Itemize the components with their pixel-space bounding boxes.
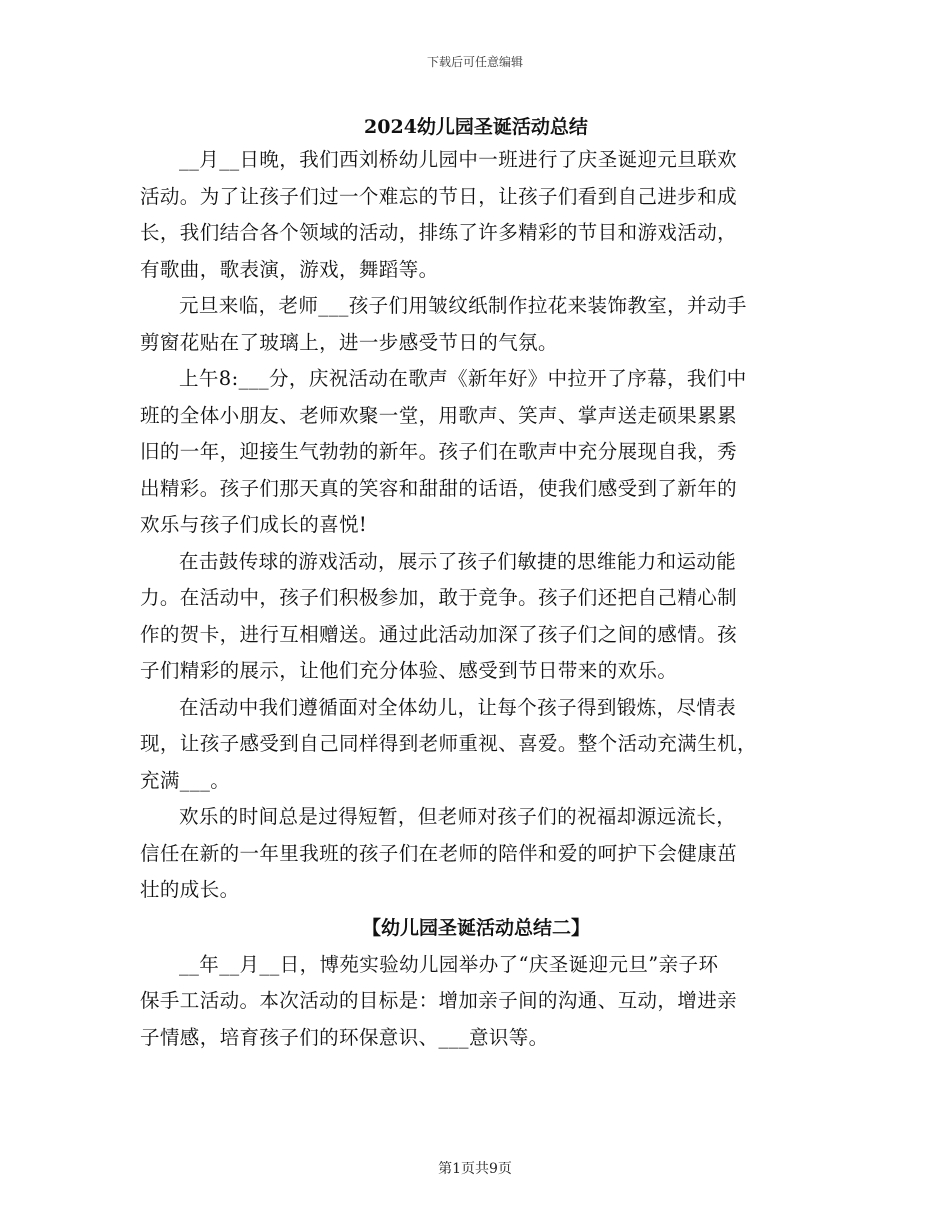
paragraph-line: 子们精彩的展示，让他们充分体验、感受到节日带来的欢乐。	[140, 659, 678, 682]
page-number: 第1页共9页	[438, 1161, 512, 1177]
paragraph-line: 现，让孩子感受到自己同样得到老师重视、喜爱。整个活动充满生机，	[140, 732, 757, 755]
paragraph-line: 元旦来临，老师___孩子们用皱纹纸制作拉花来装饰教室，并动手	[179, 294, 747, 317]
page-header-note: 下载后可任意编辑	[426, 55, 523, 69]
paragraph-line: __月__日晚，我们西刘桥幼儿园中一班进行了庆圣诞迎元旦联欢	[179, 148, 738, 171]
paragraph-line: 班的全体小朋友、老师欢聚一堂，用歌声、笑声、掌声送走硕果累累	[140, 403, 738, 427]
paragraph	[140, 361, 812, 544]
paragraph-line: 充满___。	[140, 768, 231, 792]
paragraph	[140, 544, 812, 690]
paragraph-line: 子情感，培育孩子们的环保意识、___意识等。	[140, 1025, 549, 1049]
paragraph-line: 力。在活动中，孩子们积极参加，敢于竞争。孩子们还把自己精心制	[140, 586, 738, 609]
paragraph	[140, 288, 812, 361]
paragraph-line: 作的贺卡，进行互相赠送。通过此活动加深了孩子们之间的感情。孩	[140, 622, 738, 646]
section-2-title: 【幼儿园圣诞活动总结二】	[361, 916, 590, 939]
paragraph-line: 欢乐的时间总是过得短暂，但老师对孩子们的祝福却源远流长，	[179, 805, 737, 828]
paragraph	[140, 947, 812, 1057]
section-1	[140, 142, 812, 909]
paragraph-line: 有歌曲，歌表演，游戏，舞蹈等。	[140, 257, 439, 281]
paragraph-line: 欢乐与孩子们成长的喜悦!	[140, 513, 368, 536]
section-2	[140, 947, 812, 1057]
paragraph	[140, 142, 812, 288]
paragraph-line: 在击鼓传球的游戏活动，展示了孩子们敏捷的思维能力和运动能	[179, 549, 737, 573]
paragraph-line: 出精彩。孩子们那天真的笑容和甜甜的话语，使我们感受到了新年的	[140, 476, 738, 500]
paragraph-line: 活动。为了让孩子们过一个难忘的节日，让孩子们看到自己进步和成	[140, 184, 738, 208]
paragraph-line: 剪窗花贴在了玻璃上，进一步感受节日的气氛。	[140, 330, 558, 354]
document-title: 2024幼儿园圣诞活动总结	[364, 116, 588, 138]
document-body	[140, 112, 812, 1056]
paragraph	[140, 690, 812, 800]
paragraph-line: 壮的成长。	[140, 878, 240, 901]
paragraph-line: __年__月__日，博苑实验幼儿园举办了“庆圣诞迎元旦”亲子环	[179, 952, 719, 976]
paragraph-line: 信任在新的一年里我班的孩子们在老师的陪伴和爱的呵护下会健康茁	[140, 841, 738, 865]
paragraph-line: 长，我们结合各个领域的活动，排练了许多精彩的节目和游戏活动，	[140, 221, 738, 244]
paragraph-line: 旧的一年，迎接生气勃勃的新年。孩子们在歌声中充分展现自我，秀	[140, 440, 738, 463]
paragraph-line: 保手工活动。本次活动的目标是：增加亲子间的沟通、互动，增进亲	[140, 989, 738, 1012]
paragraph-line: 在活动中我们遵循面对全体幼儿，让每个孩子得到锻炼，尽情表	[179, 695, 737, 719]
paragraph-line: 上午8:___分，庆祝活动在歌声《新年好》中拉开了序幕，我们中	[179, 367, 747, 390]
paragraph	[140, 799, 812, 909]
